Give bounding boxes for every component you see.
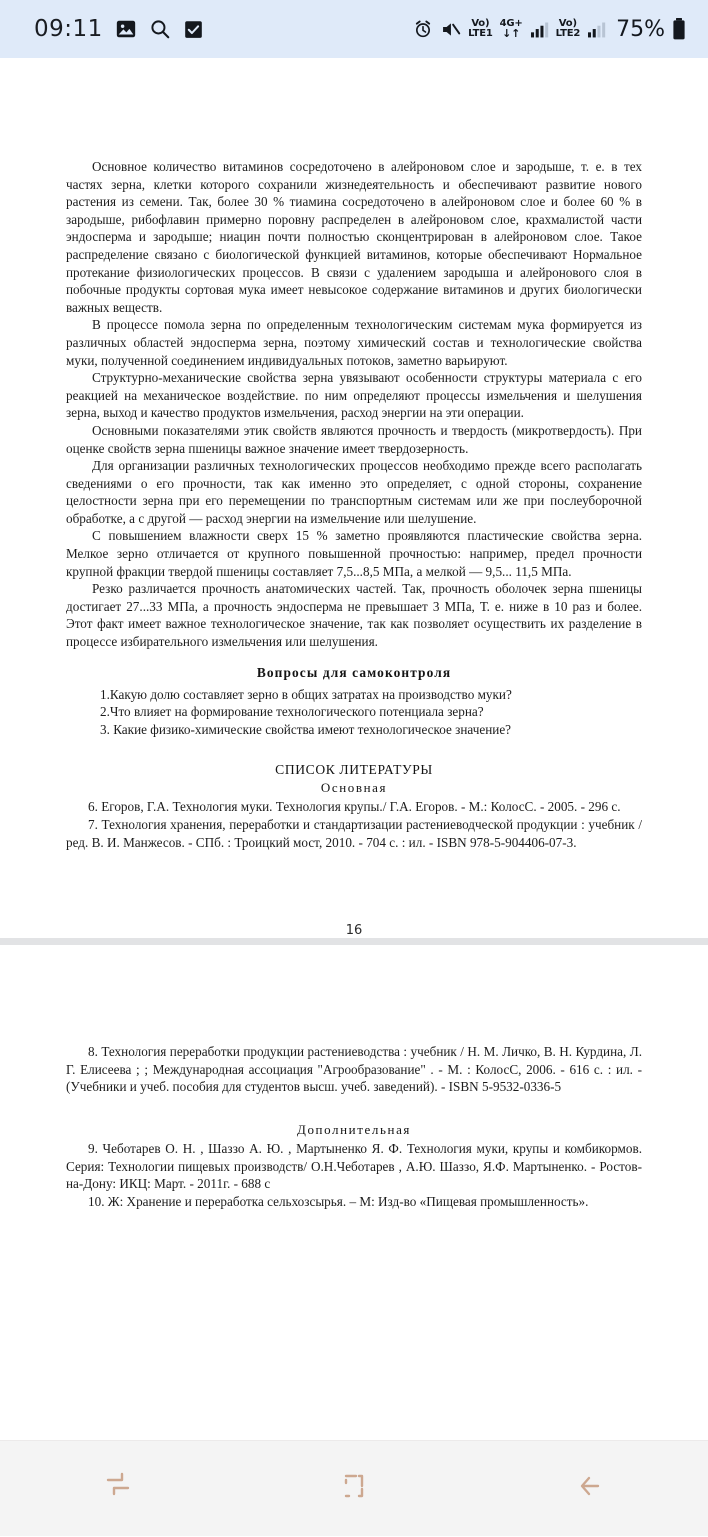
paragraph: Структурно-механические свойства зерна увязывают особенности структуры материала с его реакцией на механическое воздействие. по ним определяют процессы измельчения и шелушения зерна, выход и качество продуктов измельчения, расход энергии на эти операции. xyxy=(66,370,642,421)
reference-item: 9. Чеботарев О. Н. , Шаззо А. Ю. , Мартыненко Я. Ф. Технология муки, крупы и комбикормов. Серия: Технологии пищевых производств/ О.Н.Чеботарев , А.Ю. Шаззо, Я.Ф. Мартыненко. - Ростов-на-Дону: ИКЦ: Март. - 2011г. - 688 с xyxy=(66,1140,642,1192)
self-check-heading: Вопросы для самоконтроля xyxy=(256,664,452,680)
list-item: 2.Что влияет на формирование технологического потенциала зерна? xyxy=(100,704,484,720)
reference-item: 6. Егоров, Г.А. Технология муки. Технология крупы./ Г.А. Егоров. - М.: КолосС. - 2005. - 296 с. xyxy=(88,799,621,815)
status-bar-left xyxy=(34,16,204,42)
signal-bars-sim1-icon xyxy=(530,21,549,38)
data-type-label: 4G+ ↓↑ xyxy=(499,18,523,40)
status-clock: 09:11 xyxy=(34,16,103,42)
self-check-question-list xyxy=(66,686,642,739)
recent-apps-button[interactable] xyxy=(58,1441,178,1537)
paragraph: С повышением влажности сверх 15 % заметно проявляются пластические свойства зерна. Мелкое зерно отличается от крупного повышенной прочностью: например, предел прочности крупной фракции твердой пшеницы составляет 7,5...8,5 МПа, а мелкой — 9,5... 11,5 МПа. xyxy=(66,528,642,579)
paragraph: Резко различается прочность анатомических частей. Так, прочность оболочек зерна пшеницы достигает 27...33 МПа, а прочность эндосперма не превышает 3 МПа, Т. е. ниже в 10 раз и более. Этот факт имеет важное технологическое значение, так как позволяет осуществить их разделение в процессе избирательного измельчения или шелушения. xyxy=(66,581,642,650)
checkbox-icon[interactable] xyxy=(183,19,204,40)
paragraph: Для организации различных технологических процессов необходимо прежде всего располагать сведениями о его прочности, так как именно это определяет, с одной стороны, сохранение целостности зерна при его перемещении по транспортным системам или же при послеуборочной обработке, а с другой — расход энергии на измельчение или шелушение. xyxy=(66,458,642,526)
gallery-icon[interactable] xyxy=(115,18,137,40)
back-icon xyxy=(570,1466,610,1511)
battery-icon xyxy=(672,17,686,41)
document-page-16 xyxy=(0,58,708,938)
page-separator xyxy=(0,938,708,945)
home-icon xyxy=(334,1466,374,1511)
literature-heading: СПИСОК ЛИТЕРАТУРЫ xyxy=(275,762,433,778)
literature-subheading-additional: Дополнительная xyxy=(296,1121,412,1137)
document-reader[interactable] xyxy=(0,58,708,1440)
literature-subheading-main: Основная xyxy=(320,780,388,796)
list-item: 1.Какую долю составляет зерно в общих затратах на производство муки? xyxy=(100,686,512,702)
battery-percent-label: 75% xyxy=(616,16,665,42)
reference-item: 8. Технология переработки продукции растениеводства : учебник / Н. М. Личко, В. Н. Курдина, Л. Г. Елисеева ; ; Международная ассоциация "Агрообразование" . - М. : КолосС, 2006. - 616 с. : ил. - (Учебники и учеб. пособия для студентов высш. учеб. заведений). - ISBN 5-9532-0336-5 xyxy=(66,1044,642,1095)
signal-bars-sim2-icon xyxy=(587,21,606,38)
reference-item: 10. Ж: Хранение и переработка сельхозсырья. – М: Изд-во «Пищевая промышленность». xyxy=(88,1193,589,1209)
back-button[interactable] xyxy=(530,1441,650,1537)
page-number: 16 xyxy=(345,923,363,939)
paragraph: Основное количество витаминов сосредоточено в алейроновом слое и зародыше, т. е. в тех частях зерна, клетки которого сохранили жизнедеятельность и обеспечивают развитие нового растения из семени. Так, более 30 % тиамина сосредоточено в алейроновом слое и более 60 % в зародыше, рибофлавин примерно поровну распределен в алейроновом слое, крахмалистой части эндосперма и зародыше; ниацин почти полностью сконцентрирован в алейроновом слое. Такое распределение связано с биологической функцией витаминов, которые обеспечивают Нормальное протекание физиологических процессов. В связи с удалением зародыша и алейронового слоя в побочные продукты сортовая мука имеет невысокое содержание витаминов и других биологически важных веществ. xyxy=(66,159,642,315)
status-bar-right xyxy=(413,17,686,42)
search-icon[interactable] xyxy=(149,18,171,40)
sim1-network-label: Vo) LTE1 xyxy=(468,18,493,39)
status-bar[interactable] xyxy=(0,0,708,58)
reference-item: 7. Технология хранения, переработки и стандартизации растениеводческой продукции : учебник / ред. В. И. Манжесов. - СПб. : Троицкий мост, 2010. - 704 с. : ил. - ISBN 978-5-904406-07-3. xyxy=(66,817,642,850)
list-item: 3. Какие физико-химические свойства имеют технологическое значение? xyxy=(100,721,512,737)
paragraph: Основными показателями этик свойств являются прочность и твердость (микротвердость). При оценке свойств зерна пшеницы важное значение имеет твердозерность. xyxy=(66,422,642,456)
document-page-17 xyxy=(0,945,708,1210)
sim2-network-label: Vo) LTE2 xyxy=(555,18,581,39)
home-button[interactable] xyxy=(294,1441,414,1537)
paragraph: В процессе помола зерна по определенным технологическим системам мука формируется из различных областей эндосперма зерна, поэтому химический состав и технологические свойства муки, полученной соединением индивидуальных потоков, заметно варьируют. xyxy=(66,317,642,368)
navigation-bar[interactable] xyxy=(0,1440,708,1536)
recent-apps-icon xyxy=(98,1466,138,1511)
mute-icon xyxy=(440,19,461,40)
alarm-icon xyxy=(413,19,433,39)
